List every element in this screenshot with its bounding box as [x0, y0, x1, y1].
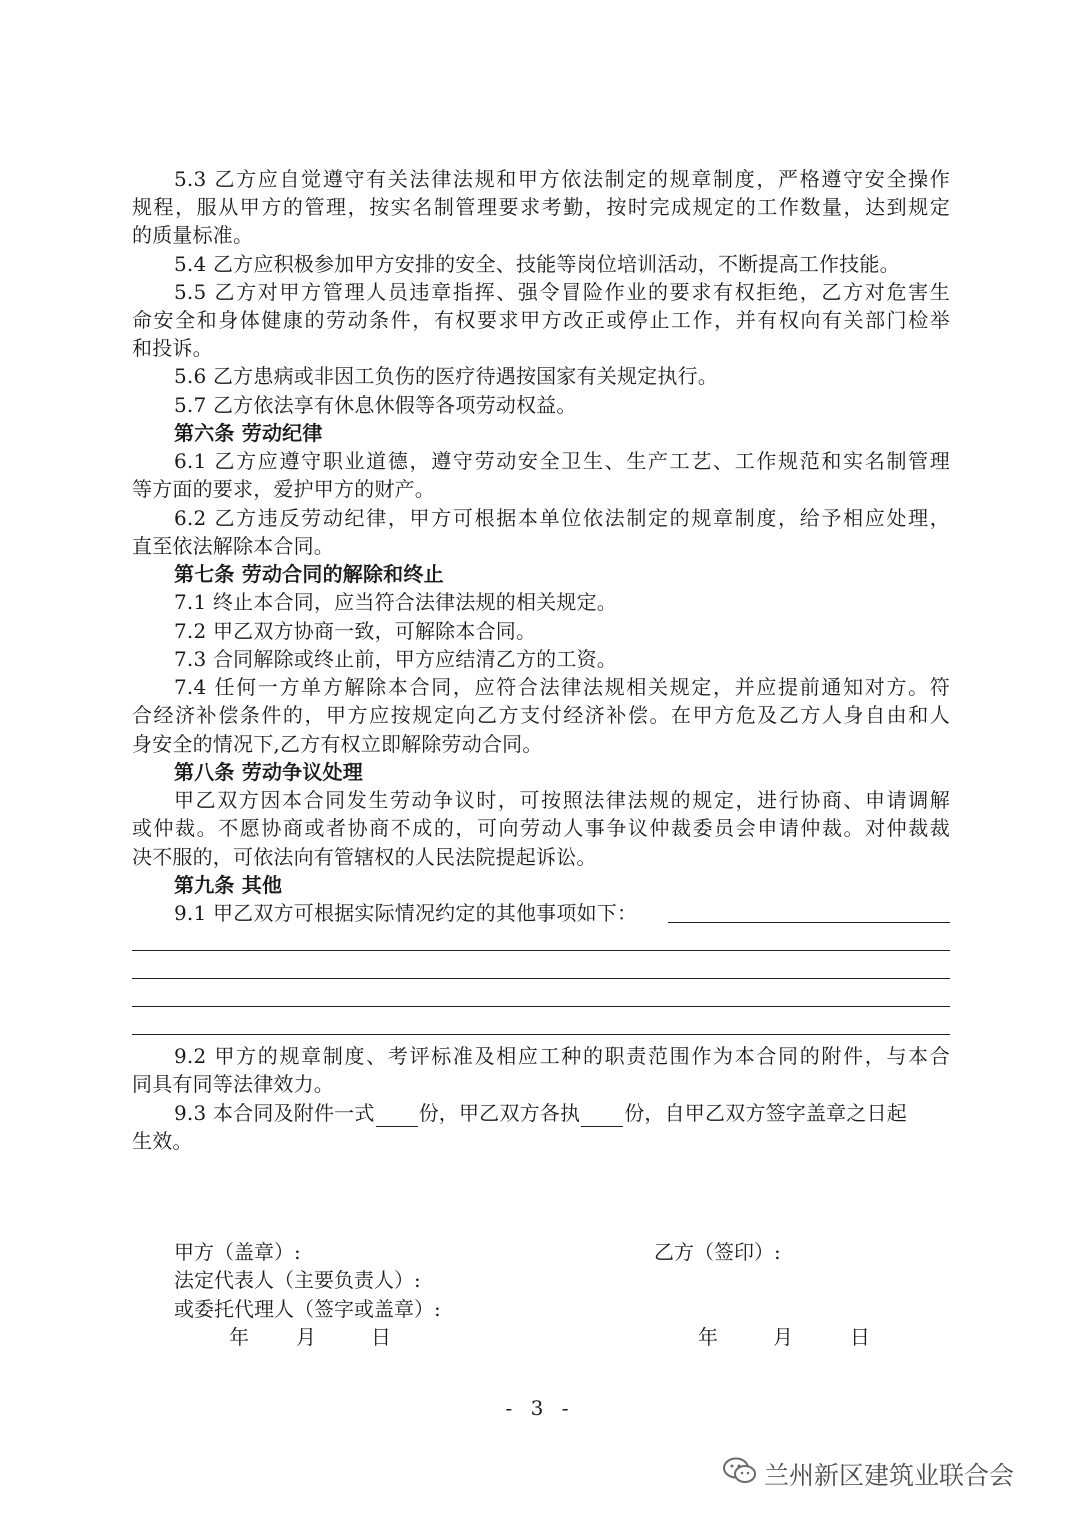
party-a-day: 日: [371, 1325, 391, 1349]
legal-rep-label: 法定代表人（主要负责人）:: [174, 1268, 421, 1292]
party-a-year: 年: [229, 1325, 249, 1349]
text-line: 和投诉。: [132, 336, 213, 360]
text-line: 命安全和身体健康的劳动条件，有权要求甲方改正或停止工作，并有权向有关部门检举: [132, 308, 950, 332]
text-line: 5.6 乙方患病或非因工负伤的医疗待遇按国家有关规定执行。: [174, 364, 718, 388]
copies-blank: [376, 1104, 418, 1127]
fill-in-line: [132, 950, 950, 951]
party-b-day: 日: [850, 1325, 870, 1349]
fill-in-line: [668, 922, 950, 923]
text-line: 生效。: [132, 1129, 193, 1153]
text-line: 6.2 乙方违反劳动纪律，甲方可根据本单位依法制定的规章制度，给予相应处理，: [174, 506, 950, 530]
text-line: 或仲裁。不愿协商或者协商不成的，可向劳动人事争议仲裁委员会申请仲裁。对仲裁裁: [132, 816, 950, 840]
wechat-icon: [722, 1456, 758, 1498]
fill-in-line: [132, 1034, 950, 1035]
fill-in-line: [132, 1006, 950, 1007]
text-line: 等方面的要求，爱护甲方的财产。: [132, 477, 435, 501]
page-number: - 3 -: [505, 1396, 575, 1420]
party-b-year: 年: [698, 1325, 718, 1349]
text-line: 9.1 甲乙双方可根据实际情况约定的其他事项如下：: [174, 901, 638, 925]
text-line: 合经济补偿条件的，甲方应按规定向乙方支付经济补偿。在甲方危及乙方人身自由和人: [132, 703, 950, 727]
party-b-sign-label: 乙方（签印）:: [654, 1240, 781, 1264]
agent-label: 或委托代理人（签字或盖章）:: [174, 1297, 441, 1321]
clause-9-3: [174, 1099, 950, 1127]
text-line: 7.1 终止本合同，应当符合法律法规的相关规定。: [174, 590, 617, 614]
copies-each-blank: [581, 1104, 623, 1127]
section-heading: 第九条 其他: [174, 873, 283, 897]
fill-in-line: [132, 978, 950, 979]
text-line: 5.3 乙方应自觉遵守有关法律法规和甲方依法制定的规章制度，严格遵守安全操作: [174, 167, 950, 191]
text-line: 5.4 乙方应积极参加甲方安排的安全、技能等岗位培训活动，不断提高工作技能。: [174, 252, 900, 276]
text-line: 同具有同等法律效力。: [132, 1072, 334, 1096]
text-line: 9.2 甲方的规章制度、考评标准及相应工种的职责范围作为本合同的附件，与本合: [174, 1044, 950, 1068]
party-a-seal-label: 甲方（盖章）:: [174, 1240, 301, 1264]
watermark: [722, 1456, 1014, 1496]
section-heading: 第八条 劳动争议处理: [174, 760, 363, 784]
party-a-month: 月: [296, 1325, 316, 1349]
text-line: 7.3 合同解除或终止前，甲方应结清乙方的工资。: [174, 647, 617, 671]
text-line: 规程，服从甲方的管理，按实名制管理要求考勤，按时完成规定的工作数量，达到规定: [132, 195, 950, 219]
text-line: 7.4 任何一方单方解除本合同，应符合法律法规相关规定，并应提前通知对方。符: [174, 675, 950, 699]
text-line: 5.7 乙方依法享有休息休假等各项劳动权益。: [174, 393, 577, 417]
text-line: 直至依法解除本合同。: [132, 534, 334, 558]
text-line: 甲乙双方因本合同发生劳动争议时，可按照法律法规的规定，进行协商、申请调解: [174, 788, 950, 812]
clause-9-3-part3: 份，自甲乙双方签字盖章之日起: [624, 1101, 907, 1125]
section-heading: 第七条 劳动合同的解除和终止: [174, 562, 444, 586]
clause-9-3-part2: 份，甲乙双方各执: [418, 1101, 581, 1125]
text-line: 身安全的情况下,乙方有权立即解除劳动合同。: [132, 732, 543, 756]
section-heading: 第六条 劳动纪律: [174, 421, 323, 445]
party-b-month: 月: [773, 1325, 793, 1349]
text-line: 6.1 乙方应遵守职业道德，遵守劳动安全卫生、生产工艺、工作规范和实名制管理: [174, 449, 950, 473]
clause-9-3-part1: 9.3 本合同及附件一式: [174, 1101, 375, 1125]
text-line: 的质量标准。: [132, 223, 254, 247]
text-line: 7.2 甲乙双方协商一致，可解除本合同。: [174, 619, 537, 643]
text-line: 5.5 乙方对甲方管理人员违章指挥、强令冒险作业的要求有权拒绝，乙方对危害生: [174, 280, 950, 304]
text-line: 决不服的，可依法向有管辖权的人民法院提起诉讼。: [132, 845, 597, 869]
watermark-text: 兰州新区建筑业联合会: [764, 1461, 1015, 1490]
